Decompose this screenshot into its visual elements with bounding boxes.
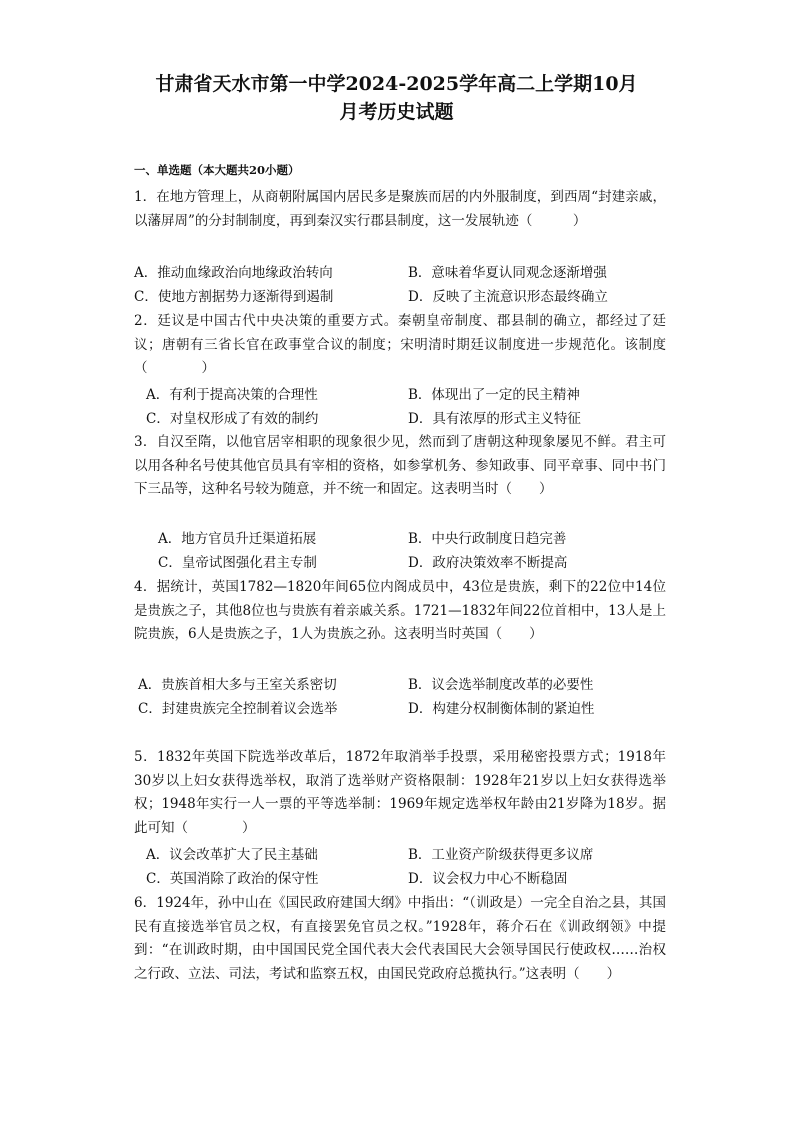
question-2-option-d: D．具有浓厚的形式主义特征 (408, 411, 581, 427)
question-4-option-d: D．构建分权制衡体制的紧迫性 (408, 701, 595, 717)
question-5-option-b: B．工业资产阶级获得更多议席 (408, 847, 594, 863)
title-line-2: 月考历史试题 (339, 101, 454, 123)
question-4-option-c: C．封建贵族完全控制着议会选举 (138, 701, 338, 717)
title-line-1: 甘肃省天水市第一中学2024-2025学年高二上学期10月 (155, 73, 638, 95)
question-6-stem: 6．1924年，孙中山在《国民政府建国大纲》中指出：“（训政是）一完全自治之县，其国民有直接选举官员之权，有直接罢免官员之权。”1928年，蒋介石在《训政纲领》中提到：“在训政时期，由中国国民党全国代表大会代表国民大会领导国民行使政权……治权之行政、立法、司法，考试和监察五权，由国民党政府总揽执行。”这表明（ ） (134, 895, 666, 982)
question-3-stem: 3．自汉至隋，以他官居宰相职的现象很少见，然而到了唐朝这种现象屡见不鲜。君主可以用各种名号使其他官员具有宰相的资格，如参掌机务、参知政事、同平章事、同中书门下三品等，这种名号较为随意，并不统一和固定。这表明当时（ ） (134, 434, 666, 497)
question-3-option-a: A．地方官员升迁渠道拓展 (158, 531, 317, 547)
question-1-option-a: A．推动血缘政治向地缘政治转向 (134, 265, 333, 281)
question-2-option-b: B．体现出了一定的民主精神 (408, 387, 580, 403)
section-heading: 一、单选题（本大题共20小题） (134, 163, 300, 177)
question-5-option-a: A．议会改革扩大了民主基础 (146, 847, 318, 863)
question-3-option-d: D．政府决策效率不断提高 (408, 555, 568, 571)
question-4-option-b: B．议会选举制度改革的必要性 (408, 677, 594, 693)
question-2-option-a: A．有利于提高决策的合理性 (146, 387, 318, 403)
question-5-option-c: C．英国消除了政治的保守性 (146, 871, 319, 887)
question-2-stem: 2．廷议是中国古代中央决策的重要方式。秦朝皇帝制度、郡县制的确立，都经过了廷议；唐朝有三省长官在政事堂合议的制度；宋明清时期廷议制度进一步规范化。该制度（ ） (134, 313, 666, 376)
document-title (90, 70, 703, 126)
question-3-option-c: C．皇帝试图强化君主专制 (158, 555, 317, 571)
question-1-stem: 1．在地方管理上，从商朝附属国内居民多是聚族而居的内外服制度，到西周“封建亲戚，以藩屏周”的分封制制度，再到秦汉实行郡县制度，这一发展轨迹（ ） (134, 189, 666, 229)
question-4-option-a: A．贵族首相大多与王室关系密切 (138, 677, 337, 693)
question-1-option-b: B．意味着华夏认同观念逐渐增强 (408, 265, 607, 281)
question-1-option-d: D．反映了主流意识形态最终确立 (408, 289, 608, 305)
question-1-option-c: C．使地方割据势力逐渐得到遏制 (134, 289, 334, 305)
question-5-option-d: D．议会权力中心不断稳固 (408, 871, 568, 887)
question-3-option-b: B．中央行政制度日趋完善 (408, 531, 567, 547)
question-2-option-c: C．对皇权形成了有效的制约 (146, 411, 319, 427)
question-5-stem: 5．1832年英国下院选举改革后，1872年取消举手投票，采用秘密投票方式；1918年30岁以上妇女获得选举权，取消了选举财产资格限制：1928年21岁以上妇女获得选举权；1948年实行一人一票的平等选举制：1969年规定选举权年龄由21岁降为18岁。据此可知（ ） (134, 749, 666, 836)
question-4-stem: 4．据统计，英国1782—1820年间65位内阁成员中，43位是贵族，剩下的22位中14位是贵族之子，其他8位也与贵族有着亲戚关系。1721—1832年间22位首相中，13人是上院贵族，6人是贵族之子，1人为贵族之孙。这表明当时英国（ ） (134, 579, 666, 642)
